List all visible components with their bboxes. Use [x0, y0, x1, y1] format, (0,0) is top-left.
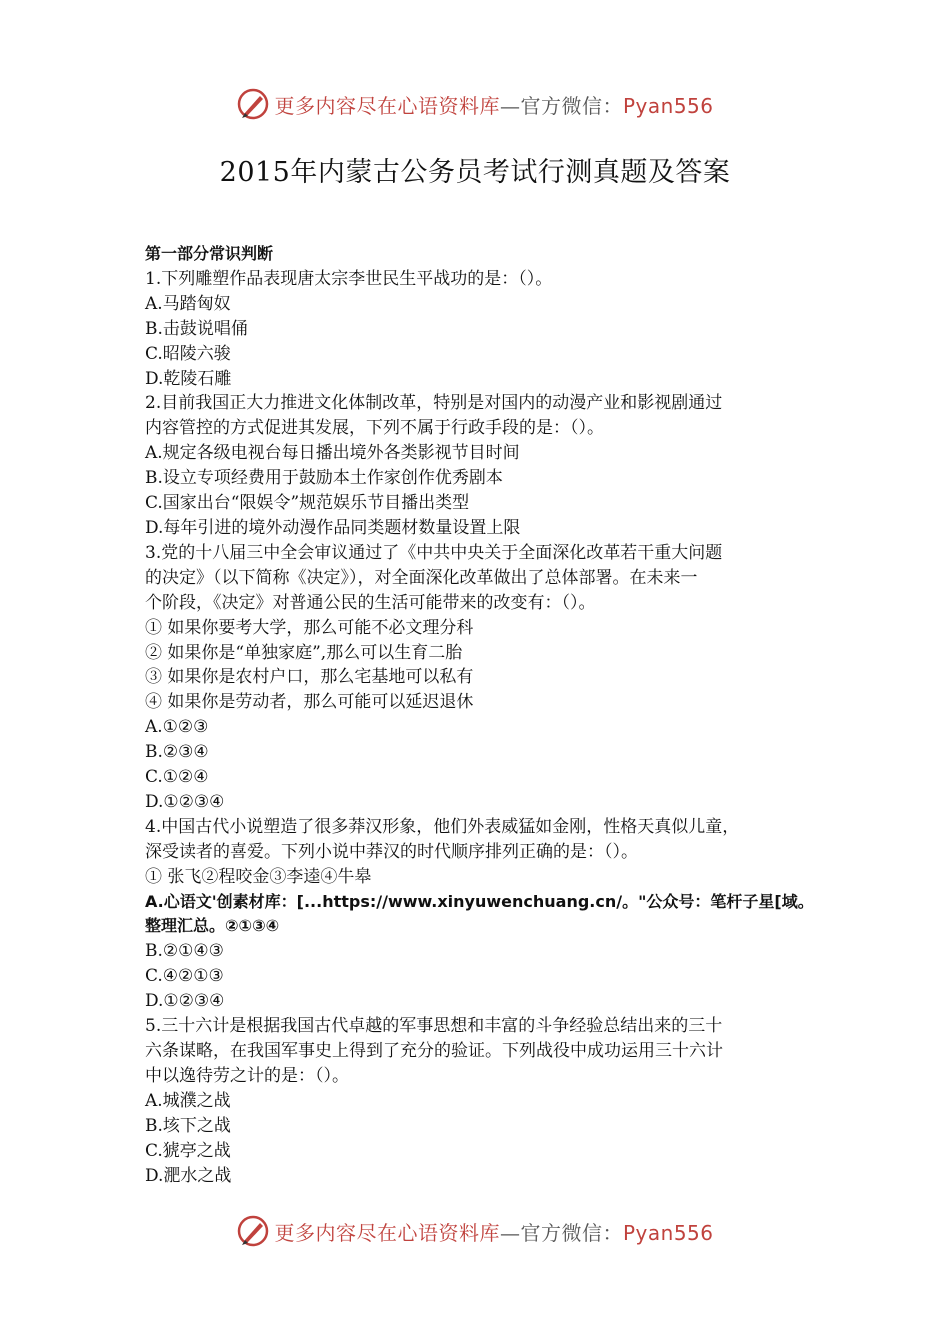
text-line: D.乾陵石雕: [145, 368, 232, 389]
text-line: 六条谋略，在我国军事史上得到了充分的验证。下列战役中成功运用三十六计: [145, 1041, 723, 1061]
text-line: A.马踏匈奴: [145, 293, 231, 314]
text-line: 深受读者的喜爱。下列小说中莽汉的时代顺序排列正确的是：（）。: [145, 841, 638, 862]
text-line: 3.党的十八届三中全会审议通过了《中共中央关于全面深化改革若干重大问题: [145, 542, 723, 563]
pen-logo-icon: [236, 87, 270, 121]
text-line: 5.三十六计是根据我国古代卓越的军事思想和丰富的斗争经验总结出来的三十: [145, 1016, 723, 1037]
text-line: B.击鼓说唱俑: [145, 318, 248, 339]
text-line: 中以逸待劳之计的是：（）。: [145, 1065, 349, 1086]
banner-text: 更多内容尽在心语资料库—官方微信：Pyan556: [274, 1220, 714, 1245]
pen-logo-icon: [236, 1214, 270, 1248]
text-line: 个阶段，《决定》对普通公民的生活可能带来的改变有：（）。: [145, 592, 596, 613]
text-line: ③ 如果你是农村户口，那么宅基地可以私有: [145, 667, 474, 688]
footer-banner: [0, 1211, 950, 1251]
text-line: ① 张飞②程咬金③李逵④牛皋: [145, 866, 372, 887]
text-line: ① 如果你要考大学，那么可能不必文理分科: [145, 617, 474, 638]
text-line: B.②①④③: [145, 941, 224, 962]
text-line: 4.中国古代小说塑造了很多莽汉形象，他们外表威猛如金刚，性格天真似儿童，: [145, 816, 740, 837]
text-line: D.每年引进的境外动漫作品同类题材数量设置上限: [145, 517, 521, 538]
text-line: C.①②④: [145, 767, 209, 788]
banner-text: 更多内容尽在心语资料库—官方微信：Pyan556: [274, 93, 714, 118]
text-line: C.④②①③: [145, 966, 224, 987]
text-line: D.①②③④: [145, 991, 225, 1012]
text-line: C.昭陵六骏: [145, 343, 231, 364]
text-line: ④ 如果你是劳动者，那么可能可以延迟退休: [145, 692, 474, 713]
text-line: B.②③④: [145, 742, 209, 763]
text-line: ② 如果你是“单独家庭”,那么可以生育二胎: [145, 642, 463, 663]
text-line: 的决定》（以下简称《决定》），对全面深化改革做出了总体部署。在未来一: [145, 567, 698, 588]
document-body: [145, 242, 825, 1188]
text-line: C.猇亭之战: [145, 1140, 231, 1161]
header-banner: [0, 84, 950, 124]
text-line: 1.下列雕塑作品表现唐太宗李世民生平战功的是：（）。: [145, 268, 553, 289]
text-line: 2.目前我国正大力推进文化体制改革，特别是对国内的动漫产业和影视剧通过: [145, 393, 723, 414]
text-line: B.垓下之战: [145, 1115, 231, 1136]
text-line: D.淝水之战: [145, 1165, 232, 1186]
text-line: 内容管控的方式促进其发展，下列不属于行政手段的是：（）。: [145, 418, 604, 439]
text-line: D.①②③④: [145, 791, 225, 812]
text-line: A.规定各级电视台每日播出境外各类影视节目时间: [145, 443, 520, 464]
text-line: C.国家出台“限娱令”规范娱乐节目播出类型: [145, 493, 470, 514]
text-line: A.①②③: [145, 717, 209, 738]
page-title: 2015年内蒙古公务员考试行测真题及答案: [219, 157, 731, 188]
watermark-answer-line: 整理汇总。②①③④: [145, 916, 280, 936]
text-line: B.设立专项经费用于鼓励本土作家创作优秀剧本: [145, 468, 503, 489]
section-heading: 第一部分常识判断: [145, 244, 274, 263]
text-line: A.城濮之战: [145, 1090, 231, 1111]
watermark-answer-line: A.心语文'创素材库：[...https://www.xinyuwenchuang.cn/。"公众号：笔杆子星[域。: [145, 891, 814, 911]
